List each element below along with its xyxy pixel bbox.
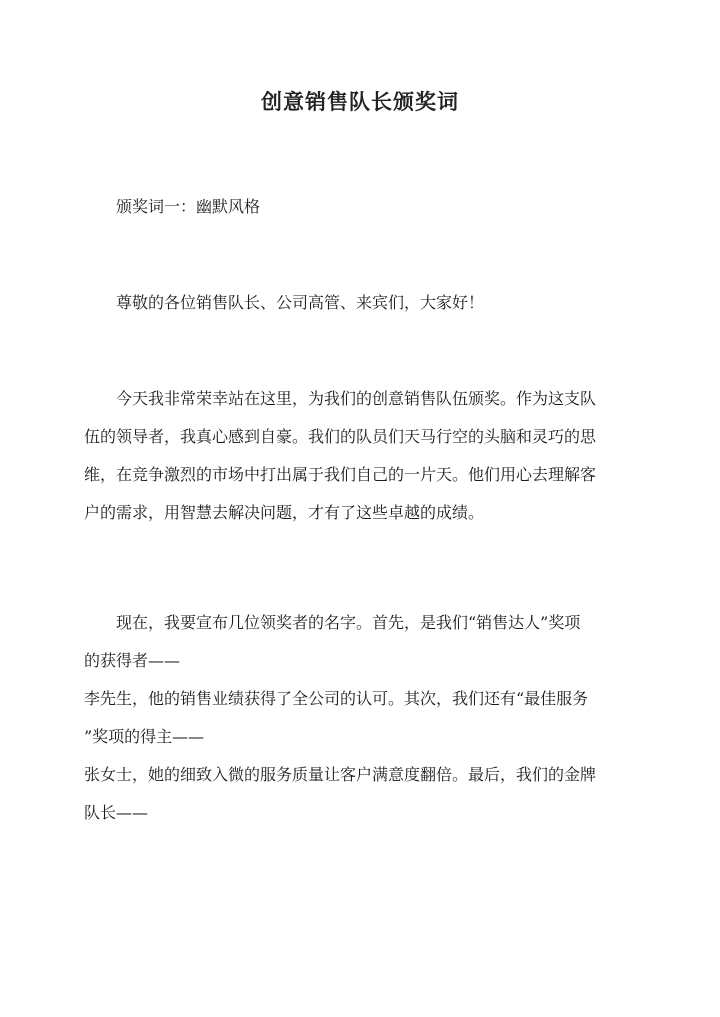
greeting-text: 尊敬的各位销售队长、公司高管、来宾们，大家好！ — [116, 293, 485, 312]
greeting-paragraph — [84, 284, 640, 322]
paragraph-2-line: 队长—— — [84, 803, 149, 822]
document-title: 创意销售队长颁奖词 — [261, 89, 459, 114]
paragraph-1-line: 伍的领导者，我真心感到自豪。我们的队员们天马行空的头脑和灵巧的思 — [84, 427, 597, 446]
paragraph-2-line: 现在，我要宣布几位领奖者的名字。首先，是我们“销售达人”奖项 — [116, 613, 581, 632]
section-subtitle — [84, 188, 640, 226]
subtitle-text: 颁奖词一：幽默风格 — [116, 197, 261, 216]
paragraph-2-line: 李先生，他的销售业绩获得了全公司的认可。其次，我们还有“最佳服务 — [84, 689, 589, 708]
paragraph-2-line: ”奖项的得主—— — [84, 727, 205, 746]
paragraph-1-line: 今天我非常荣幸站在这里，为我们的创意销售队伍颁奖。作为这支队 — [116, 389, 597, 408]
paragraph-2-line: 张女士，她的细致入微的服务质量让客户满意度翻倍。最后，我们的金牌 — [84, 765, 597, 784]
paragraph-2 — [84, 604, 640, 832]
paragraph-1-line: 户的需求，用智慧去解决问题，才有了这些卓越的成绩。 — [84, 503, 485, 522]
paragraph-1 — [84, 380, 640, 532]
paragraph-1-line: 维，在竞争激烈的市场中打出属于我们自己的一片天。他们用心去理解客 — [84, 465, 597, 484]
paragraph-2-line: 的获得者—— — [84, 651, 181, 670]
